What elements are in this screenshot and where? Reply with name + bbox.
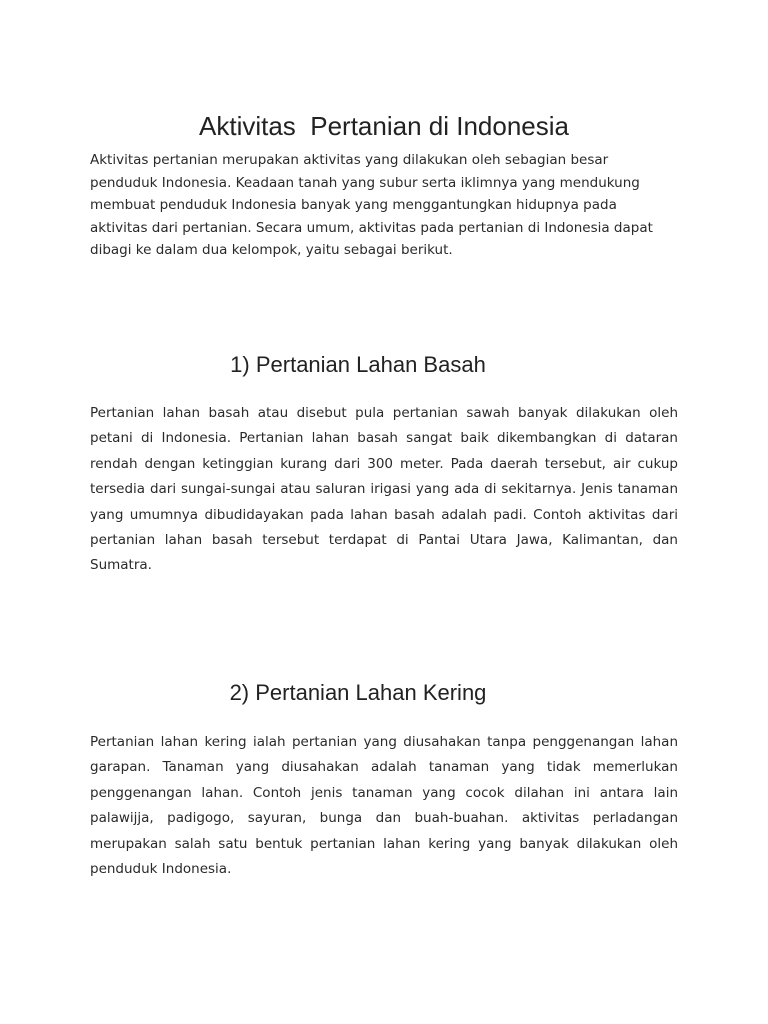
section-heading-lahan-kering: 2) Pertanian Lahan Kering: [229, 680, 487, 705]
intro-paragraph: Aktivitas pertanian merupakan aktivitas yang dilakukan oleh sebagian besar penduduk Indonesia. Keadaan tanah yang subur serta iklimnya yang mendukung membuat penduduk Indonesia banyak yang menggantungkan hidupnya pada aktivitas dari pertanian. Secara umum, aktivitas pada pertanian di Indonesia dapat dibagi ke dalam dua kelompok, yaitu sebagai berikut.: [90, 152, 653, 259]
section-body-lahan-basah: Pertanian lahan basah atau disebut pula pertanian sawah banyak dilakukan oleh petani di Indonesia. Pertanian lahan basah sangat baik dikembangkan di dataran rendah dengan ketinggian kurang dari 300 meter. Pada daerah tersebut, air cukup tersedia dari sungai-sungai atau saluran irigasi yang ada di sekitarnya. Jenis tanaman yang umumnya dibudidayakan pada lahan basah adalah padi. Contoh aktivitas dari pertanian lahan basah tersebut terdapat di Pantai Utara Jawa, Kalimantan, dan Sumatra.: [90, 405, 678, 574]
section-heading-lahan-basah: 1) Pertanian Lahan Basah: [230, 352, 486, 377]
section-body-lahan-kering: Pertanian lahan kering ialah pertanian yang diusahakan tanpa penggenangan lahan garapan. Tanaman yang diusahakan adalah tanaman yang tidak memerlukan penggenangan lahan. Contoh jenis tanaman yang cocok dilahan ini antara lain palawijja, padigogo, sayuran, bunga dan buah-buahan. aktivitas perladangan merupakan salah satu bentuk pertanian lahan kering yang banyak dilakukan oleh penduduk Indonesia.: [90, 734, 678, 878]
document-title: Aktivitas Pertanian di Indonesia: [199, 111, 569, 141]
